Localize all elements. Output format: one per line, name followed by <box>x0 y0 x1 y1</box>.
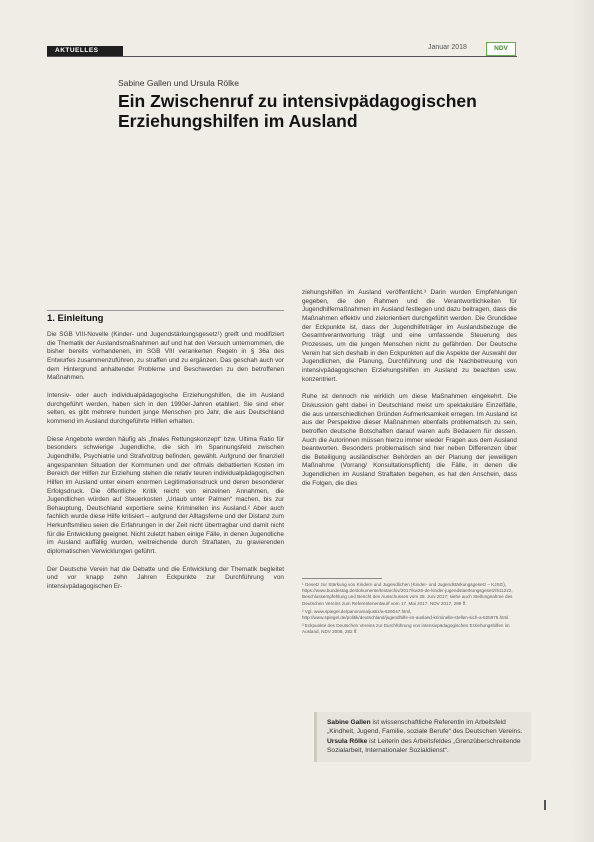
paragraph: Diese Angebote werden häufig als „finales Rettungskonzept“ bzw. Ultima Ratio für besonders schwierige Jugendliche, die sich im Spannungsfeld zwischen Jugendhilfe, Psychiatrie und Strafvollzug befinden, gewählt. Aufgrund der finanziell angespannten Situation der Kommunen und der oftmals debattierten Kosten im Bereich der Hilfen zur Erziehung stehen die relativ teuren individualpädagogischen Hilfen im Ausland unter einem enormen Legitimationsdruck und deren besonderer Erfolgsdruck. Die öffentliche Kritik reicht von einzelnen Annahmen, die Jugendlichen würden auf Steuerkosten „Urlaub unter Palmen“ machen, bis zur Behauptung, Deutschland exportiere seine Kriminellen ins Ausland.² Aber auch fachlich wurde diese Hilfe kritisiert – aufgrund der Alltagsferne und der Distanz zum Herkunftsmilieu seien die Erfahrungen in der Zeit nicht übertragbar und damit nicht für die Entwicklung geeignet. Nicht zuletzt haben einige Fälle, in denen Jugendliche im Ausland auffällig wurden, weitreichende durch Straftaten, zu gravierenden diplomatischen Verwicklungen geführt. <box>47 435 284 556</box>
author-bio-box <box>314 712 531 762</box>
paragraph: Die SGB VIII-Novelle (Kinder- und Jugendstärkungsgesetz¹) greift und modifiziert die Thematik der Auslandsmaßnahmen auf und hat den Versuch unternommen, die bisher bereits vorhandenen, im SGB VIII verankerten Regeln in § 36a des Entwurfes zusammenzuführen, zu straffen und zu ergänzen. Das geschah auch vor dem Hintergrund anhaltender Probleme und Beschwerden zu den betroffenen Maßnahmen. <box>47 331 284 382</box>
issue-date: Januar 2018 <box>428 44 467 51</box>
paragraph: Intensiv- oder auch individualpädagogische Erziehungshilfen, die im Ausland durchgeführt werden, haben sich in den 1990er-Jahren etabliert. Sie sind eher selten, es gibt mehrere hundert junge Menschen pro Jahr, die aus Deutschland kommend im Ausland durchgeführte Hilfen erhalten. <box>47 391 284 425</box>
paragraph: Der Deutsche Verein hat die Debatte und die Entwicklung der Thematik begleitet und vor knapp zehn Jahren Eckpunkte zur Durchführung von intensivpädagogischen Er- <box>47 565 284 591</box>
section-rule <box>47 310 284 311</box>
footnote: ³ Eckpunkte des Deutschen Vereins zur Durchführung von intensivpädagogischen Erziehungshilfen im Ausland, NDV 2008, 282 ff. <box>302 623 510 635</box>
article-authors: Sabine Gallen und Ursula Rölke <box>118 78 239 88</box>
footnote: ² Vgl. www.spiegel.de/panorama/justiz/a-526047.html, http://www.spiegel.de/politik/deutschland/jugendhilfe-im-ausland-kriminelle-stellen-sich-a-525975.html. <box>302 608 510 621</box>
bio-name-2: Ursula Rölke <box>327 737 368 745</box>
footnotes <box>302 582 517 638</box>
right-column <box>302 289 517 497</box>
left-column <box>47 313 284 601</box>
footnote: ¹ Gesetz zur Stärkung von Kindern und Jugendlichen (Kinder- und Jugendstärkungsgesetz – KJSG), https://www.bundestag.de/dokumente/textarchiv/2017/kw26-de-kinder-jugendstaerkungsgesetz/511222, Beschlussempfehlung und Bericht des Ausschusses vom 28. Juni 2017; siehe auch Stellungnahme des Deutschen Vereins zum Referentenentwurf vom 17. Mai 2017, NDV 2017, 289 ff. <box>302 582 513 606</box>
paragraph: Ruhe ist dennoch nie wirklich um diese Maßnahmen eingekehrt. Die Diskussion geht dabei in Deutschland meist um spektakuläre Einzelfälle, die aus unterschiedlichen Gründen Aufmerksamkeit erregen. Im Ausland ist aus der Perspektive dieser Maßnahmen ebenfalls problematisch zu sein, betroffen deutsche Botschaften darauf waren aufs Bedauern für dessen. Auch die Autorinnen müssen hierzu immer wieder Fragen aus dem Ausland beantworten. Besonders problematisch sind hier neben Differenzen über die Beteiligung ausländischer Behörden an der Planung der jeweiligen Maßnahme (Vorrang/ Konsultationspflicht) die Fälle, in denen die Jugendlichen im Ausland Straftaten begehen, es hat den Anschein, dass die Folgen, die dies <box>302 393 517 487</box>
bio-text-1: ist wissenschaftliche Referentin im Arbeitsfeld „Kindheit, Jugend, Familie, soziale Berufe“ des Deutschen Vereins. <box>327 719 523 736</box>
page-edge-shadow <box>570 0 594 842</box>
page-marker <box>544 800 546 810</box>
bio-name-1: Sabine Gallen <box>327 719 371 726</box>
section-tag: AKTUELLES <box>47 46 123 56</box>
section-heading: 1. Einleitung <box>47 313 104 324</box>
publication-logo: NDV <box>486 42 516 56</box>
bio-text-2: ist Leiterin des Arbeitsfeldes „Grenzüberschreitende Sozialarbeit, Internationaler Sozialdienst“. <box>327 737 521 755</box>
header-rule <box>47 56 517 57</box>
footnote-rule <box>302 578 382 579</box>
article-title: Ein Zwischenruf zu intensivpädagogischen Erziehungshilfen im Ausland <box>118 91 477 131</box>
paragraph: ziehungshilfen im Ausland veröffentlicht.³ Darin wurden Empfehlungen gegeben, die den Rahmen und die Verantwortlichkeiten für Jugendhilfemaßnahmen im Ausland festlegen und dazu beitragen, dass die Maßnahmen effektiv und zielorientiert durchgeführt werden. Die Grundidee der Eckpunkte ist, dass der Jugendhilfeträger im Auslandsbezuge die Gesamtverantwortung trägt und eine umfassende Steuerung des Prozesses, um die jungen Menschen nicht zu gefährden. Der Deutsche Verein hat sich deshalb in den Eckpunkten auf die Aspekte der Auswahl der Jugendlichen, die Planung, Durchführung und die Nachbetreuung von intensivpädagogischen Erziehungshilfen im Ausland zu beachten usw. konzentriert. <box>302 289 517 383</box>
